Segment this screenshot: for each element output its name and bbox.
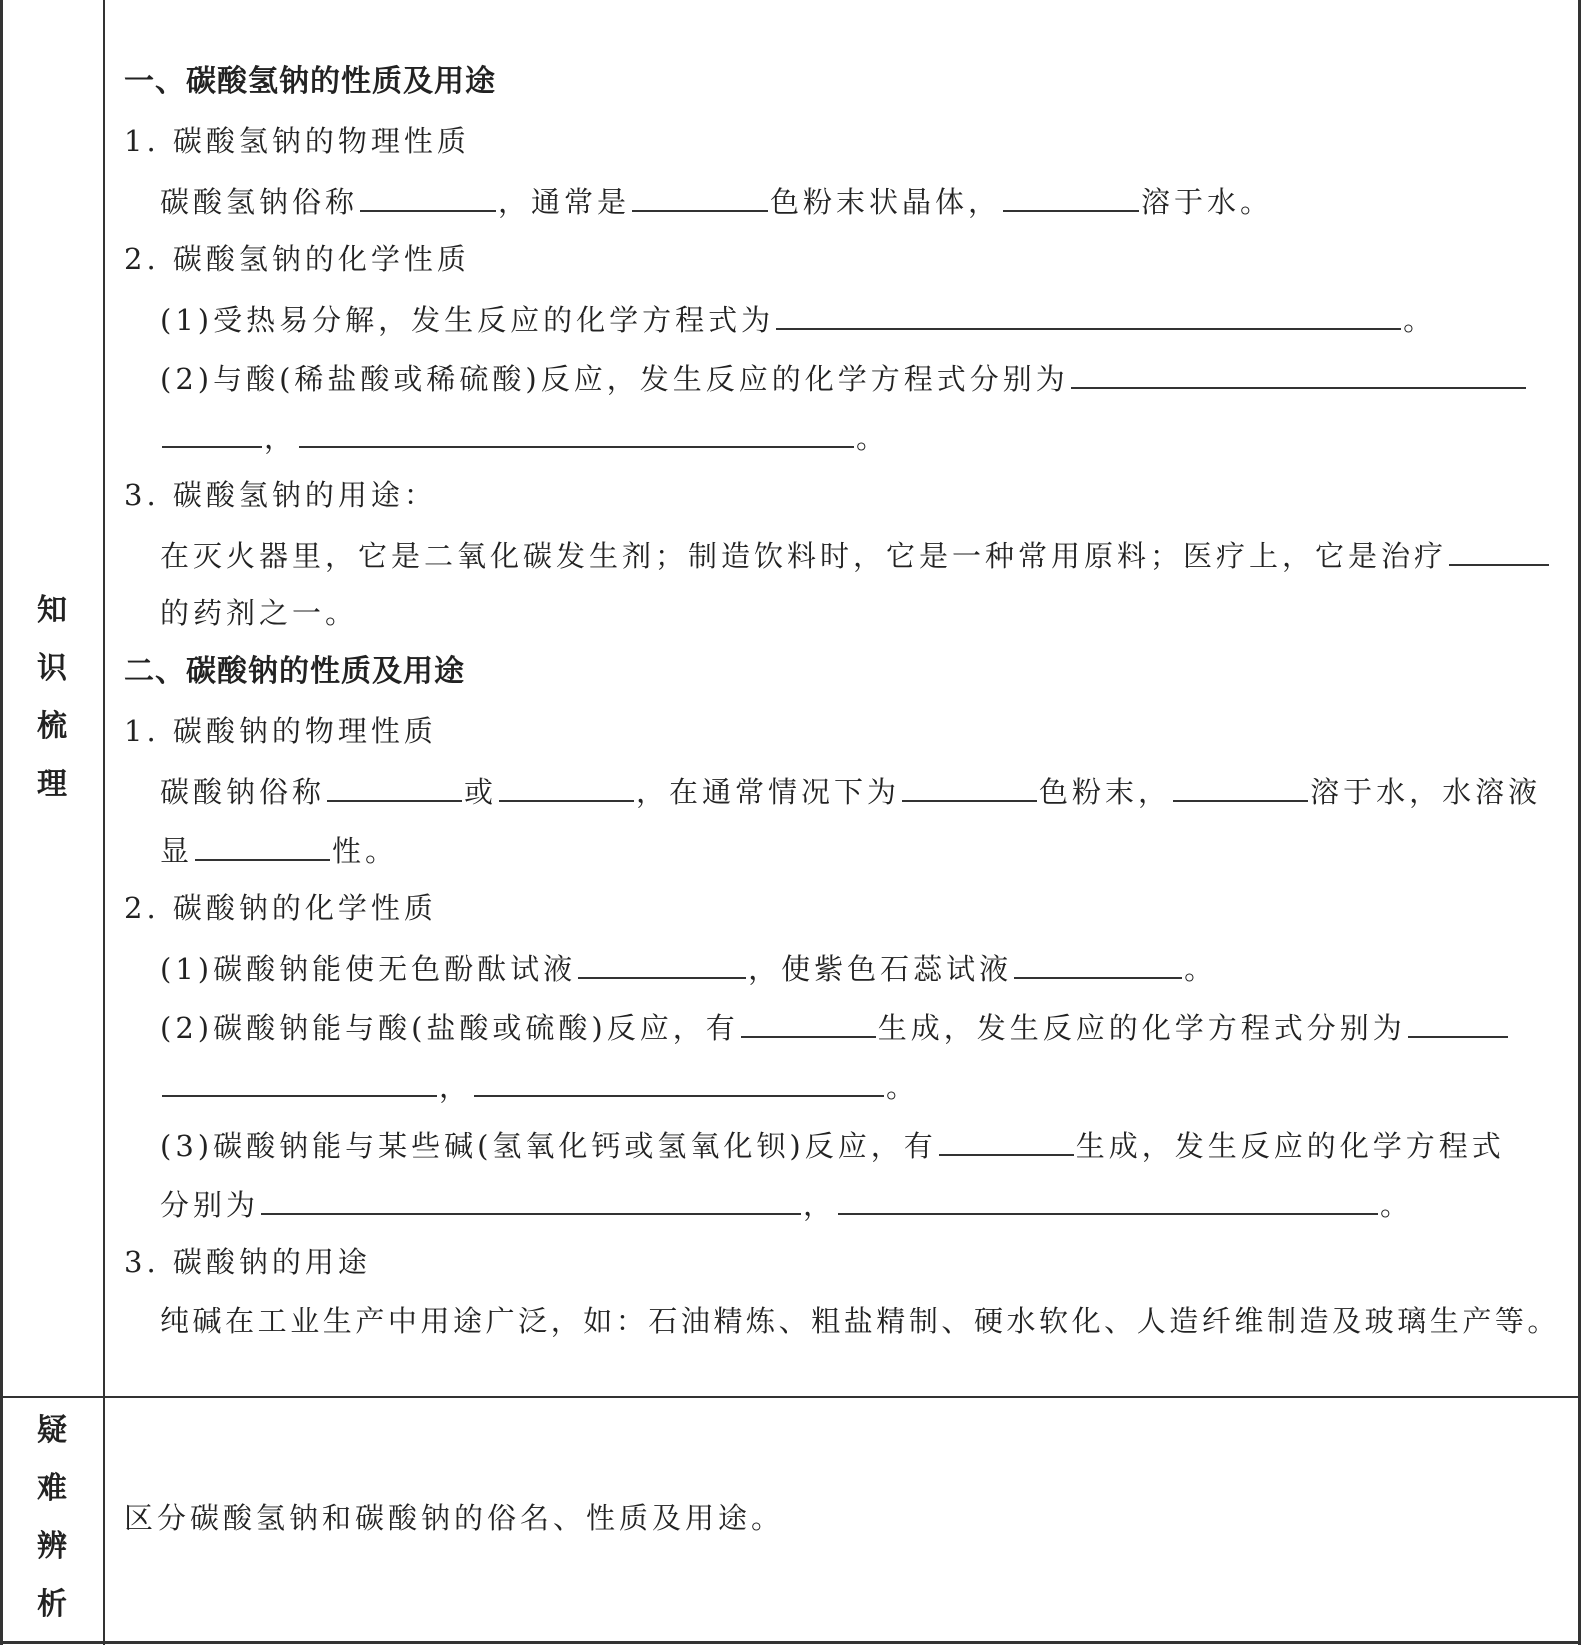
s1-uses-end: 的药剂之一。 (160, 596, 359, 630)
answer-blank[interactable] (632, 180, 768, 212)
side-char: 知 (37, 593, 67, 628)
answer-blank[interactable] (776, 298, 1401, 330)
answer-blank[interactable] (578, 947, 746, 979)
s2-chem-3: (3)碳酸钠能与某些碱(氢氧化钙或氢氧化钡)反应，有 生成，发生反应的化学方程式 (160, 1124, 1505, 1164)
answer-blank[interactable] (1014, 947, 1182, 979)
s2-chem-1: (1)碳酸钠能使无色酚酞试液 ，使紫色石蕊试液 。 (160, 947, 1217, 987)
s1-chem-2: (2)与酸(稀盐酸或稀硫酸)反应，发生反应的化学方程式分别为 (160, 357, 1528, 397)
difficulty-analysis-label (0, 1402, 104, 1634)
answer-blank[interactable] (1071, 357, 1526, 389)
answer-blank[interactable] (838, 1183, 1378, 1215)
s1-chemical-title: 2. 碳酸氢钠的化学性质 (124, 242, 470, 276)
s2-uses-line: 纯碱在工业生产中用途广泛，如：石油精炼、粗盐精制、硬水软化、人造纤维制造及玻璃生产等。 (160, 1304, 1560, 1338)
answer-blank[interactable] (1449, 534, 1549, 566)
side-char: 识 (37, 651, 67, 686)
answer-blank[interactable] (360, 180, 496, 212)
answer-blank[interactable] (162, 416, 262, 448)
section1-heading: 一、碳酸氢钠的性质及用途 (124, 64, 496, 99)
left-border (0, 0, 3, 1645)
answer-blank[interactable] (939, 1124, 1074, 1156)
s2-uses-title: 3. 碳酸钠的用途 (124, 1245, 371, 1279)
s1-chem-2-cont: ， 。 (160, 416, 889, 456)
s2-physical-line2: 显 性。 (160, 829, 398, 869)
section2-heading: 二、碳酸钠的性质及用途 (124, 654, 465, 689)
s2-chem-2-cont: ， 。 (160, 1065, 919, 1105)
answer-blank[interactable] (1173, 770, 1308, 802)
s2-chemical-title: 2. 碳酸钠的化学性质 (124, 891, 437, 925)
s2-physical-line: 碳酸钠俗称 或 ，在通常情况下为 色粉末， 溶于水，水溶液 (160, 770, 1541, 810)
bottom-border (0, 1641, 1581, 1644)
difficulty-text: 区分碳酸氢钠和碳酸钠的俗名、性质及用途。 (124, 1501, 785, 1535)
side-char: 辨 (37, 1529, 67, 1564)
column-divider (103, 0, 105, 1645)
s1-chem-1: (1)受热易分解，发生反应的化学方程式为 。 (160, 298, 1436, 338)
s1-uses-line: 在灭火器里，它是二氧化碳发生剂；制造饮料时，它是一种常用原料；医疗上，它是治疗 (160, 534, 1551, 574)
s2-chem-3-cont: 分别为 ， 。 (160, 1183, 1413, 1223)
s2-chem-2: (2)碳酸钠能与酸(盐酸或硫酸)反应，有 生成，发生反应的化学方程式分别为 (160, 1006, 1510, 1046)
answer-blank[interactable] (261, 1183, 801, 1215)
answer-blank[interactable] (902, 770, 1037, 802)
s2-physical-title: 1. 碳酸钠的物理性质 (124, 714, 437, 748)
answer-blank[interactable] (499, 770, 634, 802)
answer-blank[interactable] (1408, 1006, 1508, 1038)
knowledge-summary-label (0, 582, 104, 814)
s1-uses-title: 3. 碳酸氢钠的用途： (124, 478, 437, 512)
s1-physical-title: 1. 碳酸氢钠的物理性质 (124, 124, 470, 158)
answer-blank[interactable] (162, 1065, 437, 1097)
answer-blank[interactable] (1003, 180, 1139, 212)
s1-physical-line: 碳酸氢钠俗称 ，通常是 色粉末状晶体， 溶于水。 (160, 180, 1273, 220)
answer-blank[interactable] (327, 770, 462, 802)
side-char: 疑 (37, 1413, 67, 1448)
answer-blank[interactable] (195, 829, 330, 861)
row-divider (0, 1396, 1581, 1398)
answer-blank[interactable] (741, 1006, 876, 1038)
answer-blank[interactable] (299, 416, 854, 448)
side-char: 梳 (37, 709, 67, 744)
side-char: 析 (37, 1587, 67, 1622)
side-char: 难 (37, 1471, 67, 1506)
answer-blank[interactable] (474, 1065, 884, 1097)
side-char: 理 (37, 767, 67, 802)
